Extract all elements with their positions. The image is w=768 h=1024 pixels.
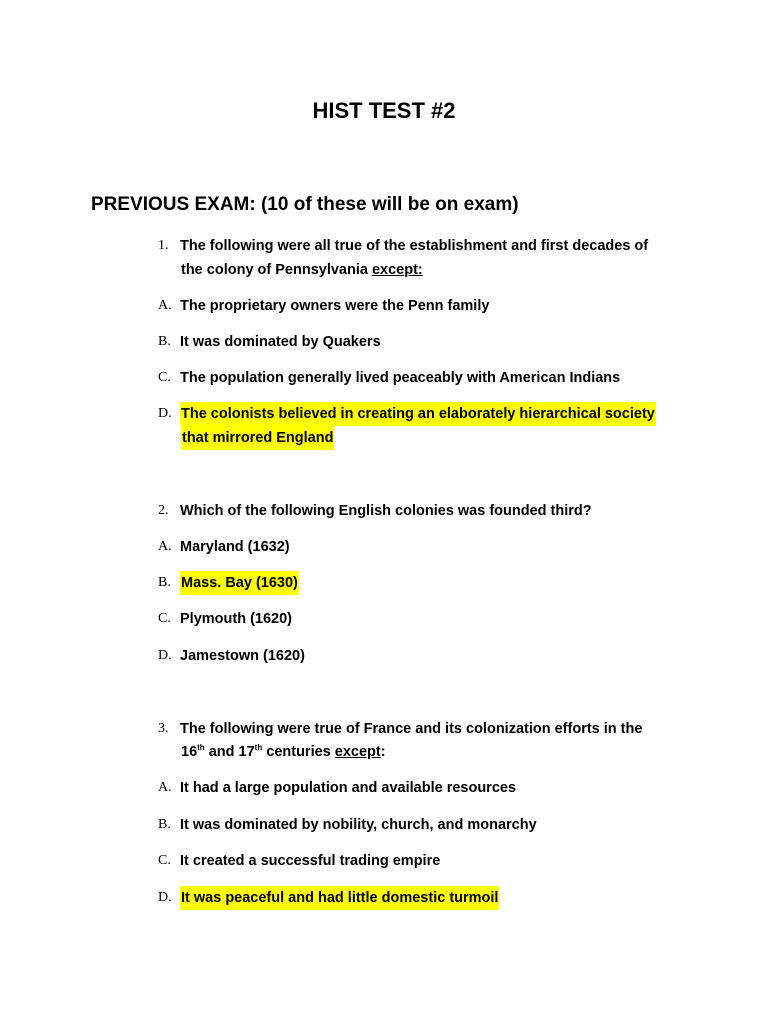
option-letter: A. — [158, 780, 172, 795]
question-stem-line: The following were true of France and its colonization efforts in the — [180, 721, 643, 737]
option-text: Jamestown (1620) — [180, 648, 305, 664]
question-stem-line: Which of the following English colonies was founded third? — [180, 503, 592, 519]
page-title: HIST TEST #2 — [312, 98, 456, 123]
question-stem-line: 16th and 17th centuries except: — [181, 743, 386, 760]
option-text-highlighted: It was peaceful and had little domestic turmoil — [180, 886, 499, 910]
option-text: It created a successful trading empire — [180, 853, 441, 869]
option-text: The population generally lived peaceably with American Indians — [180, 370, 621, 386]
option-text-highlighted: The colonists believed in creating an elaborately hierarchical society — [180, 402, 656, 426]
option-text: Plymouth (1620) — [180, 611, 292, 627]
option-text-highlighted: that mirrored England — [181, 426, 334, 450]
question-stem-line: The following were all true of the establishment and first decades of — [180, 238, 649, 254]
option-letter: C. — [158, 370, 171, 385]
option-text-highlighted: Mass. Bay (1630) — [180, 571, 299, 595]
question-number: 1. — [158, 238, 169, 253]
question-number: 3. — [158, 721, 169, 736]
option-letter: B. — [158, 334, 171, 349]
question-stem-line: the colony of Pennsylvania except: — [181, 262, 423, 278]
except-keyword: except — [334, 744, 381, 760]
option-letter: A. — [158, 539, 172, 554]
option-text: It was dominated by Quakers — [180, 334, 381, 350]
option-letter: B. — [158, 817, 171, 832]
option-text: It was dominated by nobility, church, and monarchy — [180, 817, 537, 833]
option-letter: B. — [158, 575, 171, 590]
option-text: Maryland (1632) — [180, 539, 290, 555]
option-letter: D. — [158, 890, 172, 905]
option-text: The proprietary owners were the Penn family — [180, 298, 490, 314]
option-letter: A. — [158, 298, 172, 313]
except-keyword: except: — [371, 262, 423, 278]
option-letter: C. — [158, 611, 171, 626]
section-heading: PREVIOUS EXAM: (10 of these will be on exam) — [91, 194, 519, 215]
option-letter: D. — [158, 406, 172, 421]
option-letter: D. — [158, 648, 172, 663]
option-text: It had a large population and available resources — [180, 780, 517, 796]
option-letter: C. — [158, 853, 171, 868]
question-number: 2. — [158, 503, 169, 518]
